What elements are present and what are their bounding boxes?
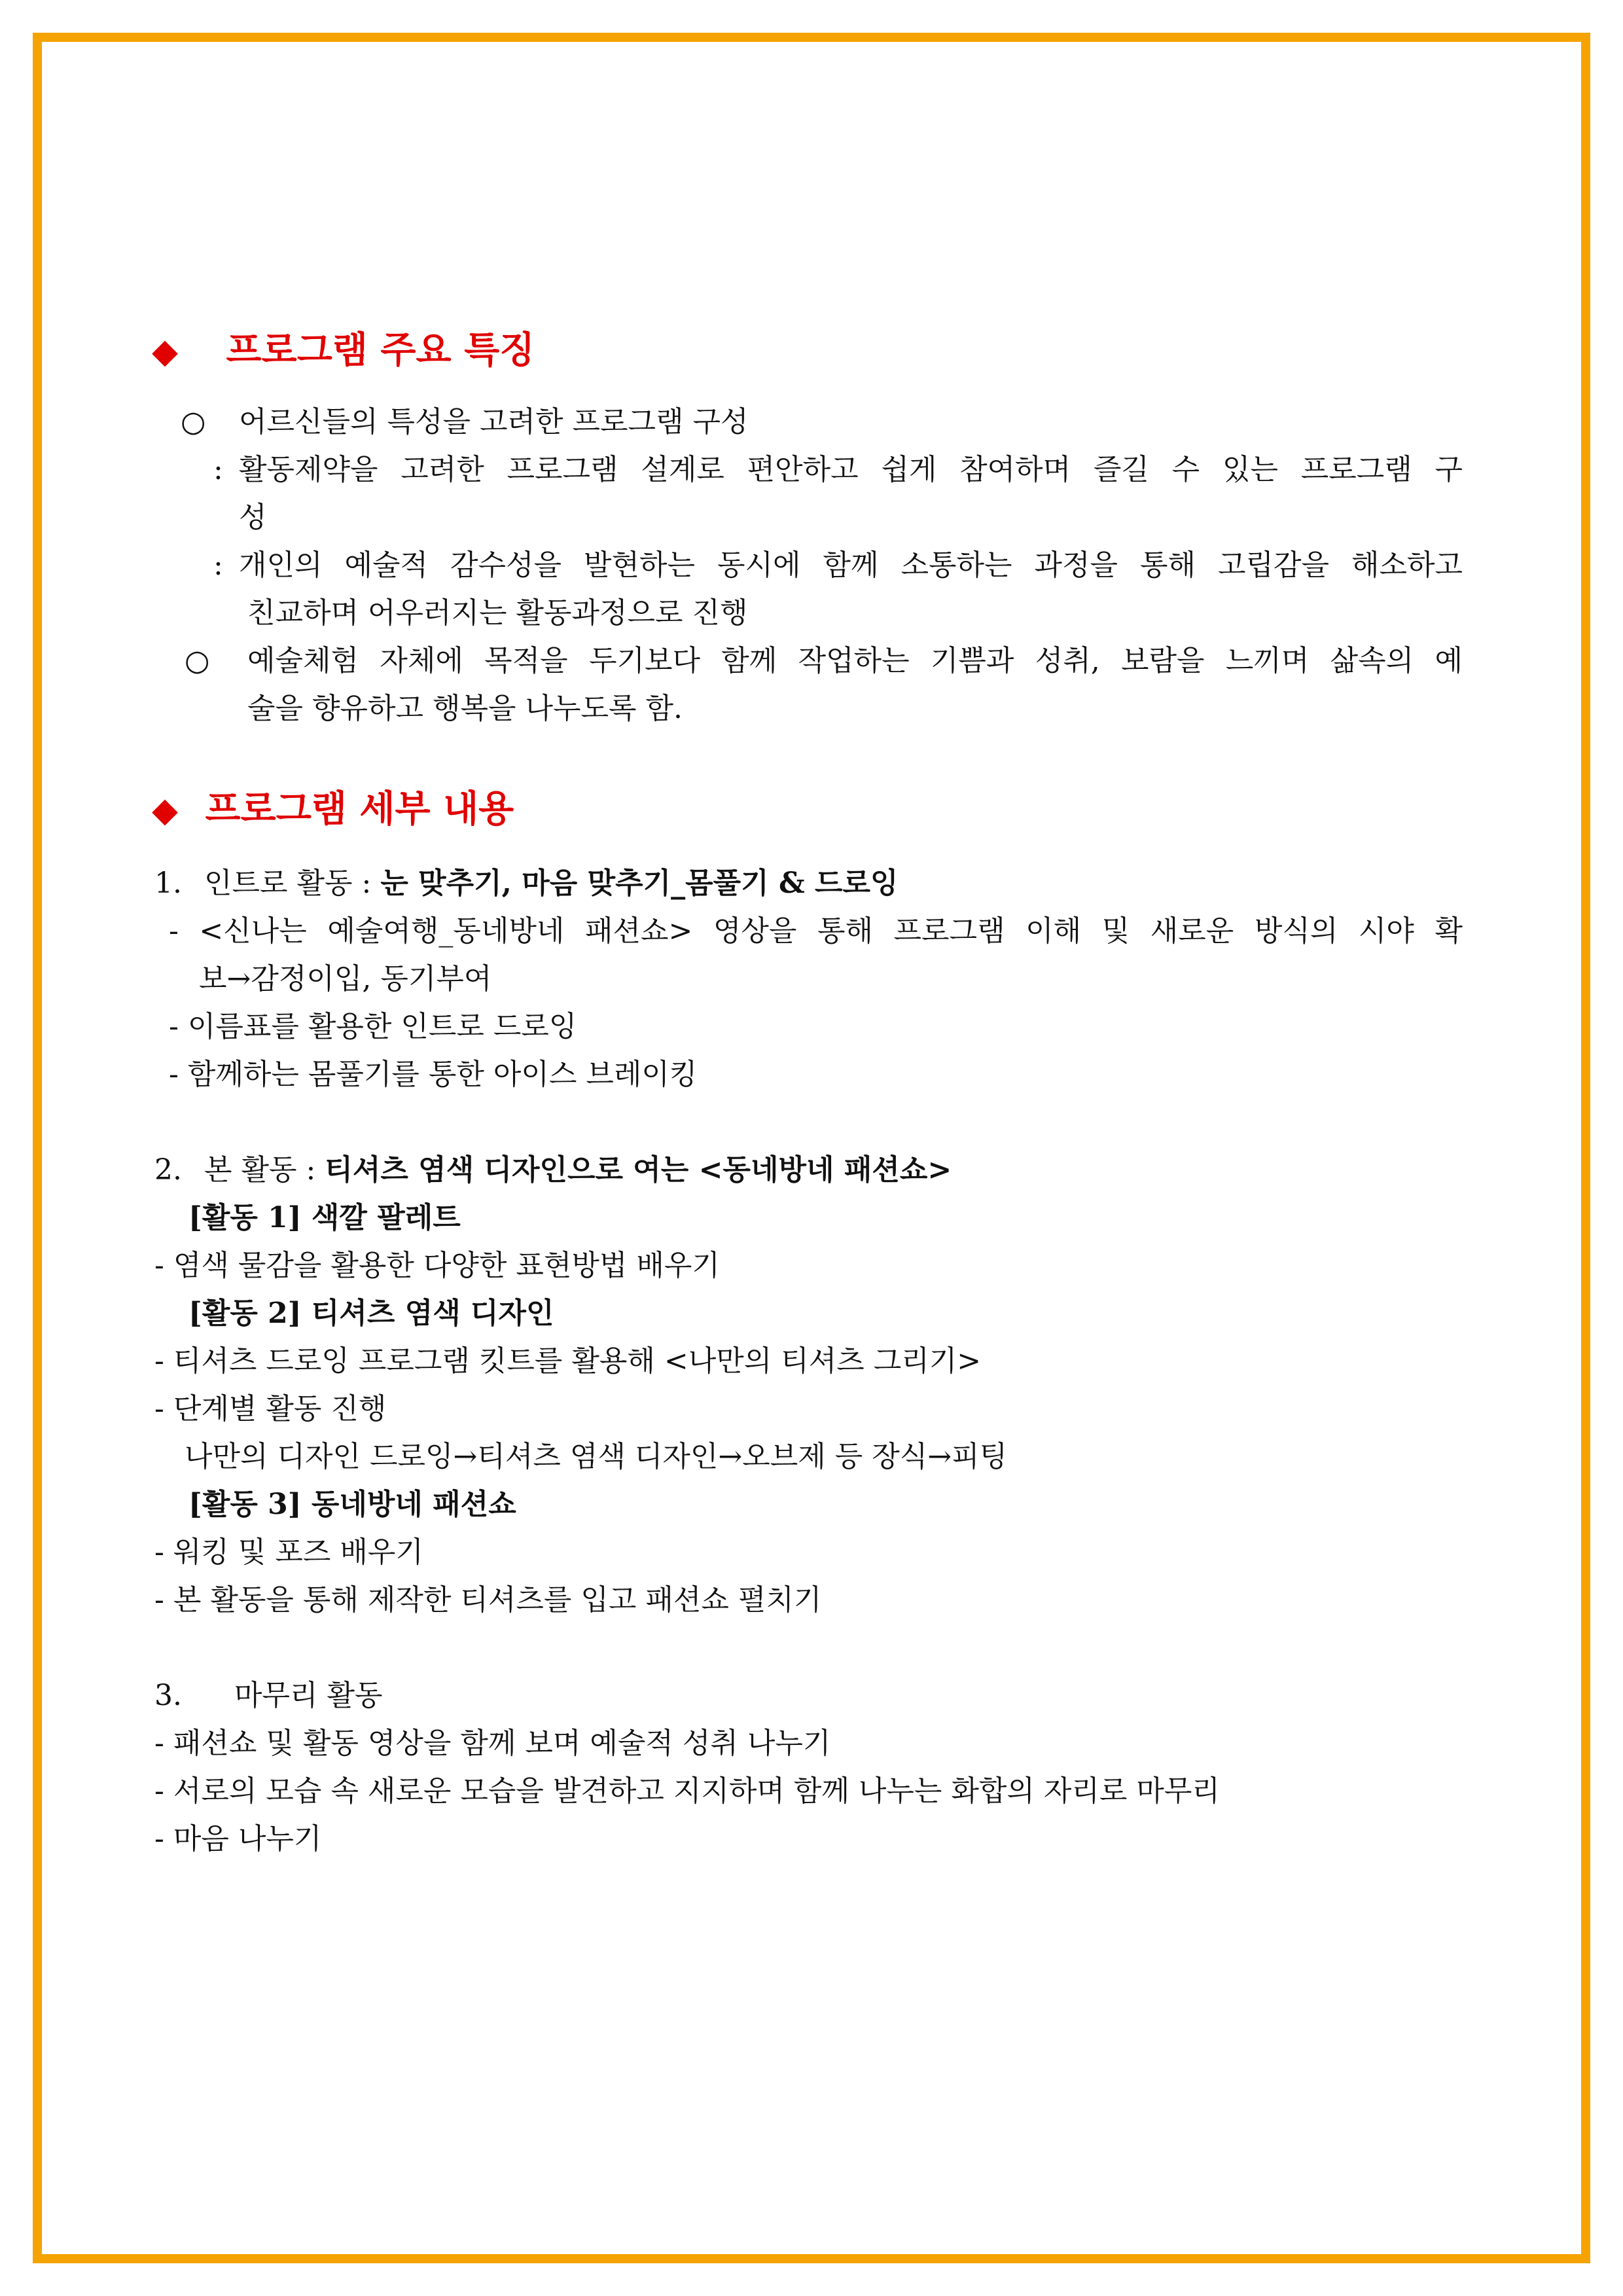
part-heading (204, 1151, 952, 1190)
part-number: 3. (154, 1679, 182, 1712)
body-line: 보→감정이입, 동기부여 (199, 962, 492, 996)
body-line: - 본 활동을 통해 제작한 티셔츠를 입고 패션쇼 펼치기 (154, 1583, 822, 1617)
body-line: - 패션쇼 및 활동 영상을 함께 보며 예술적 성취 나누기 (154, 1727, 831, 1760)
section-title: 프로그램 주요 특징 (226, 329, 535, 372)
body-line: - 이름표를 활용한 인트로 드로잉 (169, 1010, 577, 1043)
part-title: 티셔츠 염색 디자인으로 여는 <동네방네 패션쇼> (325, 1153, 952, 1187)
diamond-icon: ◆ (152, 791, 178, 830)
body-line: - 워킹 및 포즈 배우기 (154, 1535, 423, 1569)
part-heading (204, 864, 899, 903)
body-line: - 염색 물감을 활용한 다양한 표현방법 배우기 (154, 1249, 720, 1282)
list-item-line: 예술체험 자체에 목적을 두기보다 함께 작업하는 기쁨과 성취, 보람을 느끼며 삶속의 예 (247, 644, 1463, 677)
body-line: 나만의 디자인 드로잉→티셔츠 염색 디자인→오브제 등 장식→피팅 (185, 1440, 1008, 1473)
body-line: - 마음 나누기 (154, 1822, 322, 1856)
activity-title: [활동 3] 동네방네 패션쇼 (188, 1488, 516, 1521)
diamond-icon: ◆ (152, 332, 178, 371)
section-heading-details (152, 783, 514, 836)
part-title: 눈 맞추기, 마음 맞추기_몸풀기 & 드로잉 (380, 867, 899, 900)
body-line: - 서로의 모습 속 새로운 모습을 발견하고 지지하며 함께 나누는 화합의 자리로 마무리 (154, 1774, 1220, 1808)
list-marker: ○ (181, 405, 206, 439)
sub-marker: : (213, 453, 223, 486)
body-line: - <신나는 예술여행_동네방네 패션쇼> 영상을 통해 프로그램 이해 및 새로운 방식의 시야 확 (169, 914, 1463, 948)
body-line: - 단계별 활동 진행 (154, 1392, 387, 1426)
section-title: 프로그램 세부 내용 (205, 788, 514, 831)
part-prefix: 본 활동 : (204, 1153, 316, 1187)
part-number: 1. (154, 867, 182, 900)
part-prefix: 인트로 활동 : (204, 867, 372, 900)
activity-title: [활동 2] 티셔츠 염색 디자인 (188, 1297, 554, 1330)
activity-title: [활동 1] 색깔 팔레트 (188, 1201, 461, 1234)
sub-item-line: 개인의 예술적 감수성을 발현하는 동시에 함께 소통하는 과정을 통해 고립감을 해소하고 (239, 548, 1463, 582)
list-item-line: 술을 향유하고 행복을 나누도록 함. (247, 692, 683, 725)
body-line: - 함께하는 몸풀기를 통한 아이스 브레이킹 (169, 1058, 698, 1091)
list-item-title: 어르신들의 특성을 고려한 프로그램 구성 (239, 405, 749, 439)
sub-item-line: 성 (239, 501, 267, 534)
section-heading-features (152, 325, 535, 378)
sub-item-line: 친교하며 어우러지는 활동과정으로 진행 (247, 596, 748, 630)
list-marker: ○ (185, 644, 210, 677)
part-title: 마무리 활동 (234, 1679, 383, 1712)
part-number: 2. (154, 1153, 182, 1187)
sub-marker: : (213, 548, 223, 582)
body-line: - 티셔츠 드로잉 프로그램 킷트를 활용해 <나만의 티셔츠 그리기> (154, 1344, 982, 1378)
sub-item-line: 활동제약을 고려한 프로그램 설계로 편안하고 쉽게 참여하며 즐길 수 있는 프로그램 구 (239, 453, 1463, 486)
